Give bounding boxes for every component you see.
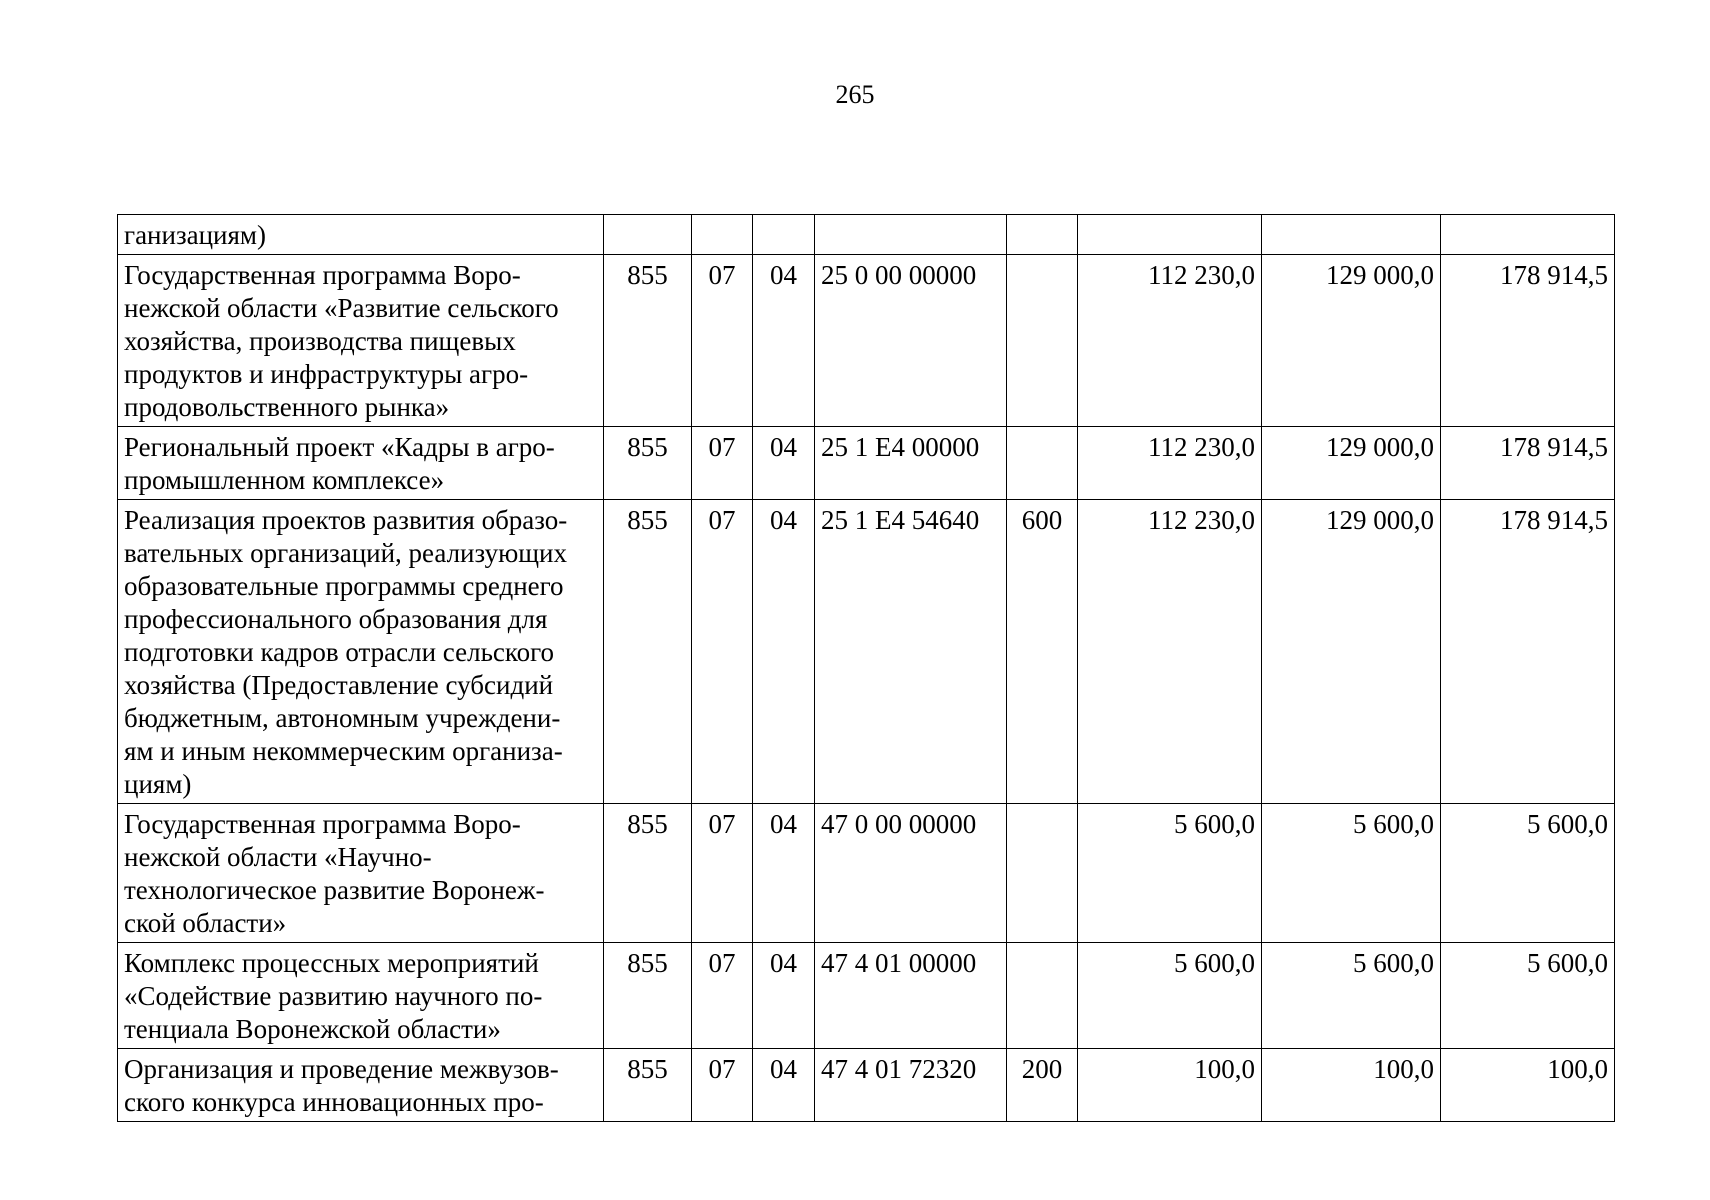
cell-csr: 25 1 Е4 54640 [815, 500, 1007, 804]
name-line: циям) [124, 769, 192, 799]
cell-rz: 07 [692, 500, 753, 804]
cell-vr [1007, 804, 1078, 943]
name-line: ского конкурса инновационных про- [124, 1087, 544, 1117]
cell-year1 [1078, 215, 1262, 255]
cell-vr: 600 [1007, 500, 1078, 804]
name-line: вательных организаций, реализующих [124, 538, 568, 568]
table-row [118, 255, 1615, 427]
name-line: Государственная программа Воро- [124, 809, 521, 839]
cell-year2 [1262, 215, 1441, 255]
cell-year3: 5 600,0 [1441, 804, 1615, 943]
name-line: промышленном комплексе» [124, 465, 445, 495]
cell-year2: 129 000,0 [1262, 427, 1441, 500]
cell-csr: 47 4 01 72320 [815, 1049, 1007, 1122]
name-line: «Содействие развитию научного по- [124, 981, 543, 1011]
cell-year3: 178 914,5 [1441, 255, 1615, 427]
cell-year2: 129 000,0 [1262, 500, 1441, 804]
cell-year1: 112 230,0 [1078, 255, 1262, 427]
cell-rz [692, 215, 753, 255]
name-line: образовательные программы среднего [124, 571, 564, 601]
name-line: Региональный проект «Кадры в агро- [124, 432, 555, 462]
cell-year1: 100,0 [1078, 1049, 1262, 1122]
name-line: хозяйства, производства пищевых [124, 326, 516, 356]
cell-year1: 5 600,0 [1078, 943, 1262, 1049]
cell-year2: 129 000,0 [1262, 255, 1441, 427]
cell-grbs: 855 [604, 500, 692, 804]
cell-name [118, 427, 604, 500]
name-line: Комплекс процессных мероприятий [124, 948, 539, 978]
table-row [118, 215, 1615, 255]
name-line: подготовки кадров отрасли сельского [124, 637, 555, 667]
cell-csr: 47 4 01 00000 [815, 943, 1007, 1049]
cell-vr [1007, 943, 1078, 1049]
cell-year2: 5 600,0 [1262, 943, 1441, 1049]
cell-rz: 07 [692, 427, 753, 500]
cell-year3 [1441, 215, 1615, 255]
cell-grbs [604, 215, 692, 255]
cell-rz: 07 [692, 804, 753, 943]
name-line: бюджетным, автономным учреждени- [124, 703, 561, 733]
cell-grbs: 855 [604, 943, 692, 1049]
cell-csr: 47 0 00 00000 [815, 804, 1007, 943]
cell-name [118, 255, 604, 427]
cell-year3: 5 600,0 [1441, 943, 1615, 1049]
cell-year3: 178 914,5 [1441, 500, 1615, 804]
table-row [118, 943, 1615, 1049]
cell-grbs: 855 [604, 804, 692, 943]
name-line: продуктов и инфраструктуры агро- [124, 359, 529, 389]
cell-csr: 25 1 Е4 00000 [815, 427, 1007, 500]
cell-pr: 04 [753, 255, 815, 427]
name-line: Государственная программа Воро- [124, 260, 521, 290]
name-line: профессионального образования для [124, 604, 548, 634]
name-line: Реализация проектов развития образо- [124, 505, 568, 535]
cell-name [118, 215, 604, 255]
cell-year1: 112 230,0 [1078, 500, 1262, 804]
cell-rz: 07 [692, 1049, 753, 1122]
table-row [118, 500, 1615, 804]
cell-year3: 178 914,5 [1441, 427, 1615, 500]
cell-pr: 04 [753, 1049, 815, 1122]
name-line: нежской области «Научно- [124, 842, 432, 872]
table-body [118, 215, 1615, 1122]
name-line: Организация и проведение межвузов- [124, 1054, 559, 1084]
cell-rz: 07 [692, 943, 753, 1049]
cell-vr [1007, 255, 1078, 427]
name-line: продовольственного рынка» [124, 392, 450, 422]
name-line: ской области» [124, 908, 287, 938]
cell-grbs: 855 [604, 427, 692, 500]
table-row [118, 427, 1615, 500]
cell-year1: 112 230,0 [1078, 427, 1262, 500]
cell-rz: 07 [692, 255, 753, 427]
cell-grbs: 855 [604, 255, 692, 427]
cell-pr: 04 [753, 427, 815, 500]
table-row [118, 1049, 1615, 1122]
cell-name [118, 500, 604, 804]
cell-csr: 25 0 00 00000 [815, 255, 1007, 427]
cell-grbs: 855 [604, 1049, 692, 1122]
cell-name [118, 1049, 604, 1122]
cell-pr: 04 [753, 804, 815, 943]
cell-year3: 100,0 [1441, 1049, 1615, 1122]
cell-vr [1007, 215, 1078, 255]
cell-vr [1007, 427, 1078, 500]
cell-year2: 100,0 [1262, 1049, 1441, 1122]
name-line: ям и иным некоммерческим организа- [124, 736, 563, 766]
name-line: нежской области «Развитие сельского [124, 293, 559, 323]
cell-name [118, 804, 604, 943]
cell-vr: 200 [1007, 1049, 1078, 1122]
cell-pr: 04 [753, 943, 815, 1049]
table-row [118, 804, 1615, 943]
cell-pr [753, 215, 815, 255]
name-line: ганизациям) [124, 220, 267, 250]
name-line: хозяйства (Предоставление субсидий [124, 670, 554, 700]
page-number: 265 [835, 80, 875, 109]
name-line: технологическое развитие Воронеж- [124, 875, 545, 905]
cell-year1: 5 600,0 [1078, 804, 1262, 943]
cell-csr [815, 215, 1007, 255]
budget-table [117, 214, 1615, 1122]
cell-name [118, 943, 604, 1049]
name-line: тенциала Воронежской области» [124, 1014, 501, 1044]
cell-pr: 04 [753, 500, 815, 804]
cell-year2: 5 600,0 [1262, 804, 1441, 943]
